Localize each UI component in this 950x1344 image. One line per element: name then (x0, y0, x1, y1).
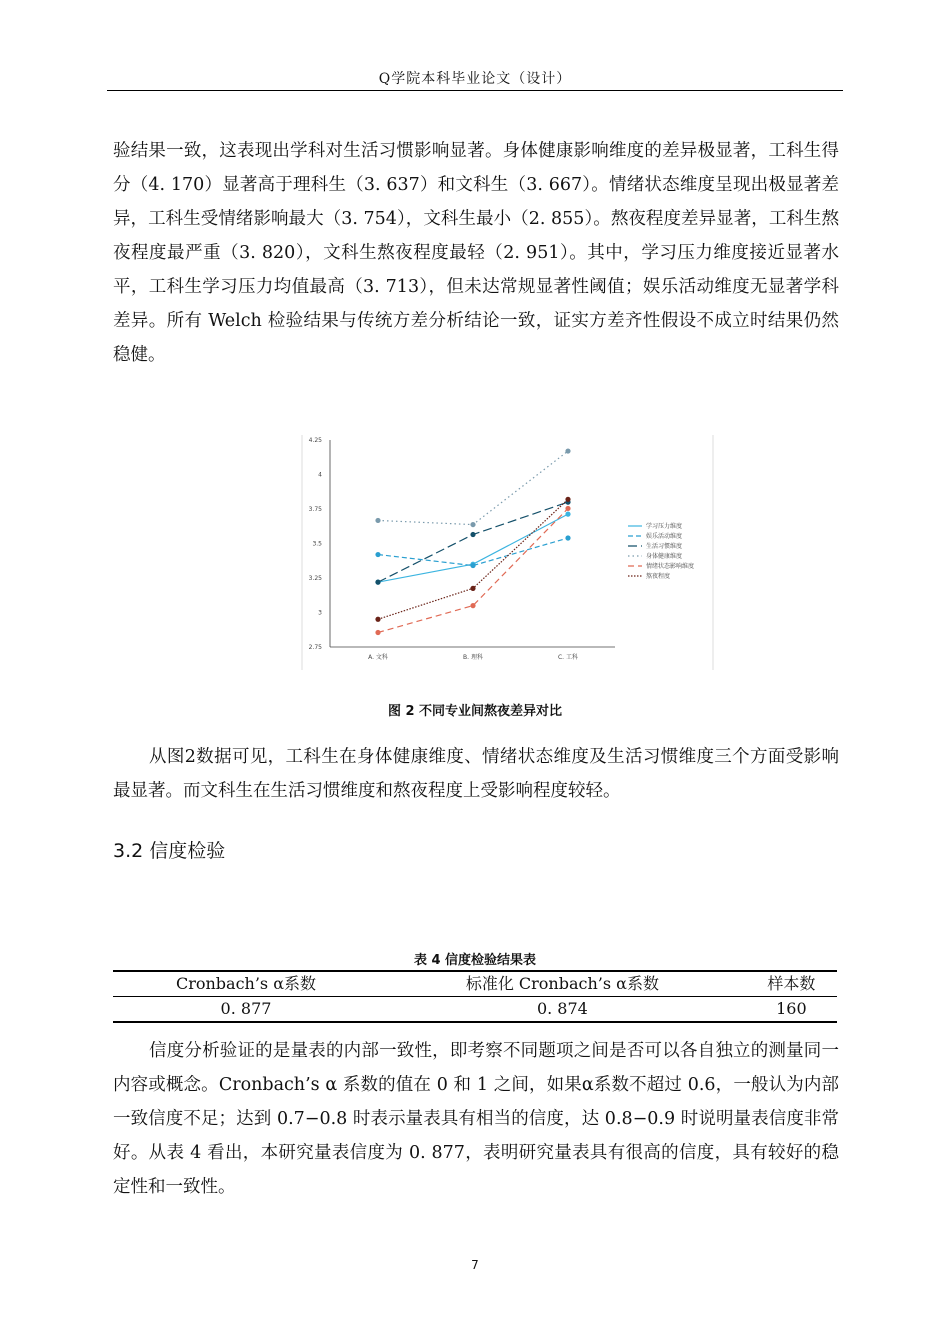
x-tick-label: C. 工科 (557, 654, 579, 661)
data-point (565, 535, 570, 540)
paragraph-reliability: 信度分析验证的是量表的内部一致性，即考察不同题项之间是否可以各自独立的测量同一内容或概念。Cronbach’s α 系数的值在 0 和 1 之间，如果α系数不超过 0.6，一般认为内部一致信度不足；达到 0.7−0.8 时表示量表具有相当的信度，达 0.8−0.9 时说明量表信度非常好。从表 4 看出，本研究量表信度为 0. 877，表明研究量表具有很高的信度，具有较好的稳定性和一致性。 (113, 1041, 839, 1197)
y-tick-label: 2.75 (308, 644, 322, 651)
data-point (375, 617, 380, 622)
table-row (113, 997, 837, 1023)
data-point (470, 532, 475, 537)
cell-std-cronbach: 0. 874 (536, 999, 588, 1018)
legend-label: 娱乐活动维度 (646, 533, 683, 540)
x-tick-label: B. 理科 (463, 654, 483, 661)
data-point (470, 586, 475, 591)
series-line (378, 451, 568, 525)
legend-label: 情绪状态影响维度 (646, 563, 695, 570)
paragraph-figure-analysis: 从图2数据可见，工科生在身体健康维度、情绪状态维度及生活习惯维度三个方面受影响最显著。而文科生在生活习惯维度和熬夜程度上受影响程度较轻。 (113, 747, 839, 801)
legend-label: 学习压力维度 (646, 523, 683, 530)
section-title: 3.2 信度检验 (113, 840, 226, 862)
cell-sample: 160 (776, 999, 807, 1018)
data-point (565, 497, 570, 502)
page-number: 7 (471, 1258, 479, 1272)
data-point (375, 518, 380, 523)
data-point (565, 448, 570, 453)
header-cronbach: Cronbach’s α系数 (175, 974, 317, 993)
series-line (378, 499, 568, 619)
figure-caption: 图 2 不同专业间熬夜差异对比 (387, 704, 563, 719)
header-std-cronbach: 标准化 Cronbach’s α系数 (465, 974, 659, 993)
legend-label: 身体健康维度 (646, 553, 683, 560)
data-point (470, 522, 475, 527)
y-tick-label: 3 (318, 609, 322, 617)
line-chart (300, 430, 720, 675)
series-line (378, 502, 568, 582)
table-caption: 表 4 信度检验结果表 (413, 953, 537, 968)
header-sample: 样本数 (767, 974, 816, 993)
cell-cronbach: 0. 877 (220, 999, 272, 1018)
y-tick-label: 4 (318, 471, 322, 479)
header-rule (107, 90, 843, 91)
y-tick-label: 3.25 (308, 575, 322, 582)
data-point (470, 563, 475, 568)
data-point (375, 580, 380, 585)
y-tick-label: 3.5 (312, 540, 322, 548)
data-point (375, 630, 380, 635)
legend-label: 熬夜程度 (646, 573, 671, 580)
y-tick-label: 3.75 (308, 506, 322, 513)
paragraph-welch-results: 验结果一致，这表现出学科对生活习惯影响显著。身体健康影响维度的差异极显著，工科生得分（4. 170）显著高于理科生（3. 637）和文科生（3. 667）。情绪状态维度呈现出极显著差异，工科生受情绪影响最大（3. 754），文科生最小（2. 855）。熬夜程度差异显著，工科生熬夜程度最严重（3. 820），文科生熬夜程度最轻（2. 951）。其中，学习压力维度接近显著水平，工科生学习压力均值最高（3. 713），但未达常规显著性阈值；娱乐活动维度无显著学科差异。所有 Welch 检验结果与传统方差分析结论一致，证实方差齐性假设不成立时结果仍然稳健。 (113, 141, 839, 365)
legend-label: 生活习惯维度 (646, 543, 683, 550)
series-line (378, 538, 568, 566)
data-point (375, 552, 380, 557)
x-tick-label: A. 文科 (368, 654, 388, 661)
data-point (565, 512, 570, 517)
data-point (470, 603, 475, 608)
y-tick-label: 4.25 (308, 437, 322, 444)
data-point (565, 506, 570, 511)
reliability-table (113, 970, 837, 1023)
page-header: Q学院本科毕业论文（设计） (378, 71, 572, 87)
